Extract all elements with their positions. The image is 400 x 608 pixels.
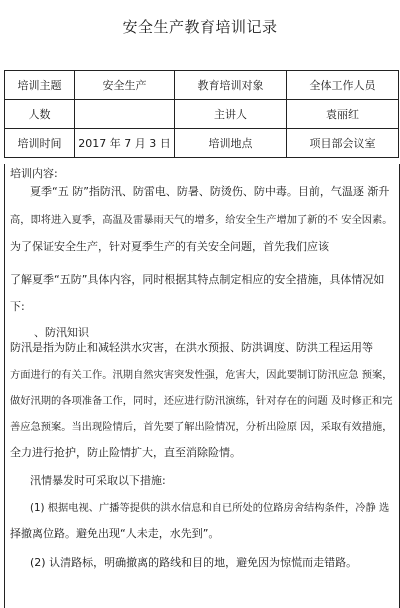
list-item: (2) 认清路标，明确撤离的路线和目的地，避免因为惊慌而走错路。 xyxy=(30,556,358,569)
paragraph-line: 方面进行的有关工作。汛期自然灾害突发性强，危害大，因此要制订防汛应急 预案， xyxy=(10,369,393,381)
paragraph-line: 善应急预案。当出现险情后，首先要了解出险情况，分析出险原 因，采取有效措施， xyxy=(10,421,393,433)
content-label: 培训内容: xyxy=(10,167,58,180)
list-item: (1) 根据电视、广播等提供的洪水信息和自已所处的位路房舍结构条件，冷静 选 xyxy=(30,502,390,514)
table-cell: 教育培训对象 xyxy=(175,71,287,100)
paragraph-line: 夏季“五 防”指防汛、防雷电、防暑、防烫伤、防中毒。目前，气温逐 渐升 xyxy=(30,185,390,198)
content-frame xyxy=(4,164,400,608)
table-cell xyxy=(75,100,175,129)
table-cell: 培训时间 xyxy=(5,129,75,158)
paragraph-line: 了解夏季“五防”具体内容，同时根据其特点制定相应的安全措施，具体情况如 xyxy=(10,273,385,286)
table-cell: 项目部会议室 xyxy=(287,129,399,158)
table-cell: 2017 年 7 月 3 日 xyxy=(75,129,175,158)
paragraph-line: 为了保证安全生产，针对夏季生产的有关安全问题，首先我们应该 xyxy=(10,240,329,253)
table-cell: 培训地点 xyxy=(175,129,287,158)
table-cell: 培训主题 xyxy=(5,71,75,100)
table-cell: 人数 xyxy=(5,100,75,129)
table-cell: 安全生产 xyxy=(75,71,175,100)
paragraph-line: 全力进行抢护，防止险情扩大，直至消除险情。 xyxy=(10,446,241,459)
table-cell: 袁丽红 xyxy=(287,100,399,129)
table-cell: 全体工作人员 xyxy=(287,71,399,100)
paragraph-line: 汛情暴发时可采取以下措施: xyxy=(30,474,166,487)
paragraph-line: 高，即将进入夏季，高温及雷暴雨天气的增多，给安全生产增加了新的不 安全因素。 xyxy=(10,214,393,226)
info-table xyxy=(4,70,399,158)
paragraph-line: 防汛是指为防止和减轻洪水灾害，在洪水预报、防洪调度、防洪工程运用等 xyxy=(10,341,373,354)
list-item-continued: 择撤离位路。避免出现“人未走，水先到”。 xyxy=(10,527,220,540)
section-heading: 、防汛知识 xyxy=(34,326,89,339)
table-row xyxy=(5,129,399,158)
table-row xyxy=(5,100,399,129)
document-title: 安全生产教育培训记录 xyxy=(122,18,278,36)
paragraph-line: 下: xyxy=(10,300,25,313)
table-cell: 主讲人 xyxy=(175,100,287,129)
paragraph-line: 做好汛期的各项准备工作，同时，还应进行防汛演练，针对存在的问题 及时修正和完 xyxy=(10,395,393,407)
table-row xyxy=(5,71,399,100)
